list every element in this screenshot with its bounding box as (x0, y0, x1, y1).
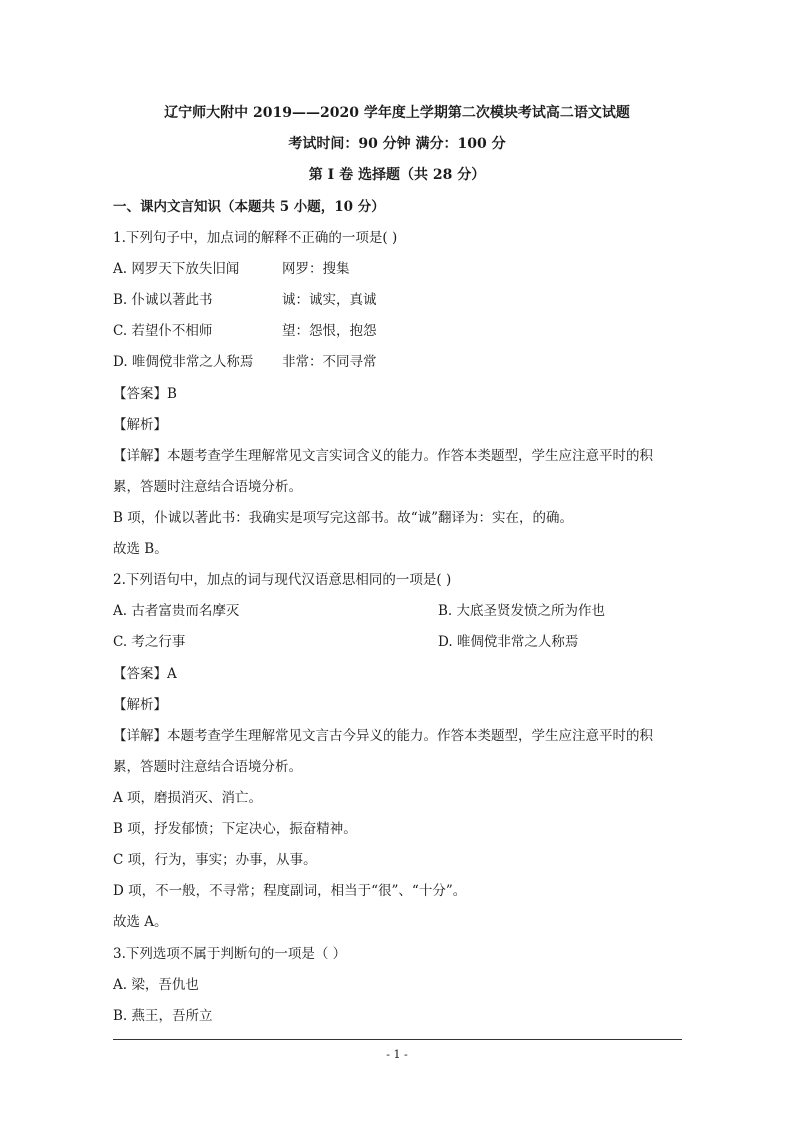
q1-detail-line-2: 累，答题时注意结合语境分析。 (113, 479, 302, 495)
q2-explanation-d: D 项，不一般，不寻常；程度副词，相当于“很”、“十分”。 (113, 883, 467, 899)
q2-option-c: C. 考之行事 (113, 634, 186, 650)
option-gloss: 诚：诚实，真诚 (282, 292, 377, 308)
q1-option-b (113, 290, 682, 310)
q1-option-d (113, 352, 682, 372)
option-text: D. 唯倜傥非常之人称焉 (113, 354, 254, 370)
q2-detail-line-1: 【详解】本题考查学生理解常见文言古今异义的能力。作答本类题型，学生应注意平时的积 (113, 728, 653, 744)
q2-answer: 【答案】A (113, 666, 177, 682)
q2-option-d: D. 唯倜傥非常之人称焉 (438, 634, 579, 650)
section-heading: 一、课内文言知识（本题共 5 小题，10 分） (113, 199, 385, 215)
q2-explanation-c: C 项，行为，事实；办事，从事。 (113, 852, 317, 868)
option-gloss: 望：怨恨，抱怨 (282, 323, 377, 339)
q3-option-a: A. 梁，吾仇也 (113, 977, 199, 993)
question-1-stem: 1.下列句子中，加点词的解释不正确的一项是( ) (113, 230, 398, 246)
option-gloss: 非常：不同寻常 (282, 354, 377, 370)
q1-explanation-b: B 项，仆诚以著此书：我确实是项写完这部书。故“诚”翻译为：实在，的确。 (113, 510, 574, 526)
q1-option-c (113, 321, 682, 341)
document-title: 辽宁师大附中 2019——2020 学年度上学期第二次模块考试高二语文试题 (164, 105, 630, 121)
q2-option-a: A. 古者富贵而名摩灭 (113, 603, 240, 619)
question-3-stem: 3.下列选项不属于判断句的一项是（ ） (113, 946, 347, 962)
option-text: B. 仆诚以著此书 (113, 292, 213, 308)
q2-explanation-a: A 项，磨损消灭、消亡。 (113, 790, 263, 806)
q2-detail-line-2: 累，答题时注意结合语境分析。 (113, 759, 302, 775)
option-text: C. 若望仆不相师 (113, 323, 213, 339)
q1-analysis-label: 【解析】 (113, 417, 167, 433)
page-number: - 1 - (386, 1048, 408, 1061)
q1-detail-line-1: 【详解】本题考查学生理解常见文言实词含义的能力。作答本类题型，学生应注意平时的积 (113, 448, 653, 464)
q2-options-row-2 (113, 632, 682, 652)
exam-info: 考试时间：90 分钟 满分：100 分 (288, 136, 506, 152)
q2-conclusion: 故选 A。 (113, 914, 168, 930)
footer-divider (113, 1039, 682, 1040)
option-text: A. 网罗天下放失旧闻 (113, 261, 240, 277)
q1-option-a (113, 259, 682, 279)
q2-options-row-1 (113, 601, 682, 621)
volume-heading: 第 I 卷 选择题（共 28 分） (308, 167, 486, 183)
q2-explanation-b: B 项，抒发郁愤；下定决心，振奋精神。 (113, 821, 357, 837)
q1-answer: 【答案】B (113, 386, 177, 402)
q3-option-b: B. 燕王，吾所立 (113, 1008, 213, 1024)
q2-analysis-label: 【解析】 (113, 697, 167, 713)
q2-option-b: B. 大底圣贤发愤之所为作也 (438, 603, 606, 619)
q1-conclusion: 故选 B。 (113, 541, 168, 557)
option-gloss: 网罗：搜集 (282, 261, 350, 277)
question-2-stem: 2.下列语句中，加点的词与现代汉语意思相同的一项是( ) (113, 572, 452, 588)
